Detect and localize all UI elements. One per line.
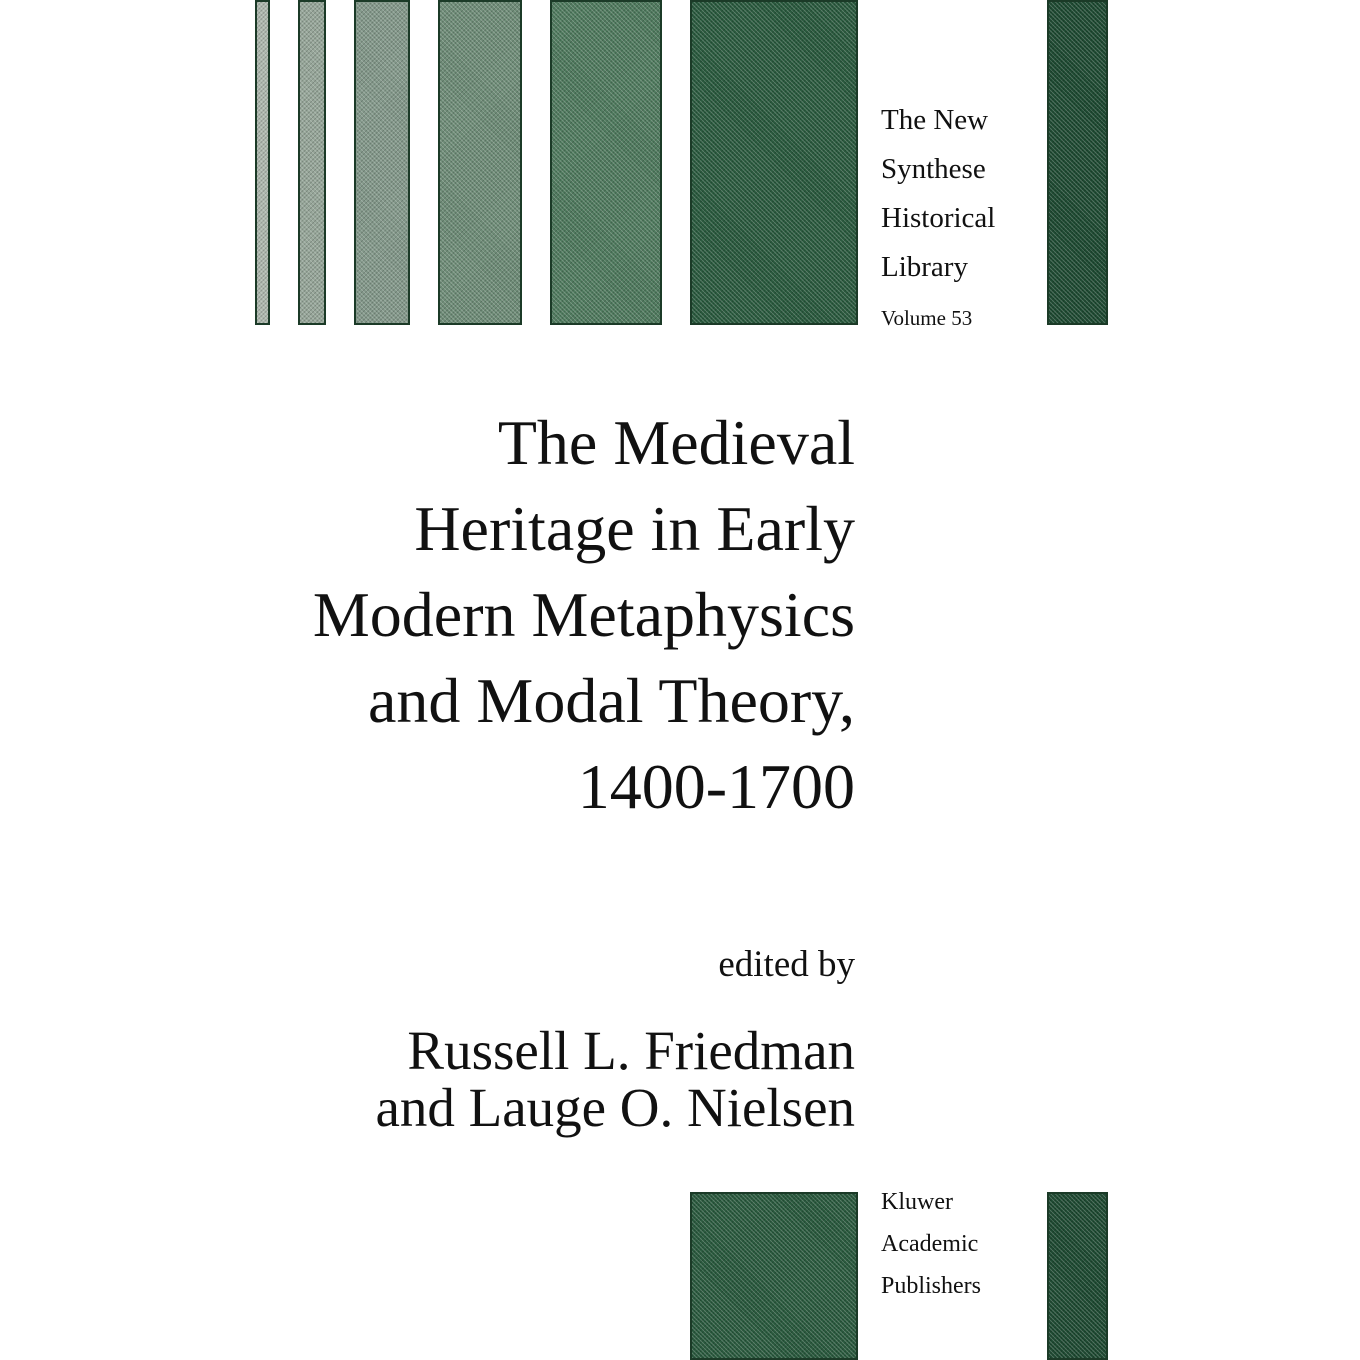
decorative-bar-8 [690, 1192, 858, 1360]
decorative-bar-4 [438, 0, 522, 325]
book-title [215, 400, 855, 830]
decorative-bar-5 [550, 0, 662, 325]
series-line-3: Historical [881, 202, 996, 234]
publisher-line-1: Kluwer [881, 1189, 953, 1215]
decorative-bar-2 [298, 0, 326, 325]
series-line-4: Library [881, 251, 968, 283]
publisher-name [881, 1181, 981, 1307]
publisher-line-3: Publishers [881, 1273, 982, 1299]
decorative-bar-1 [255, 0, 270, 325]
editor-line-2: and Lauge O. Nielsen [375, 1077, 855, 1138]
editor-names [375, 1022, 855, 1136]
title-line-3: Modern Metaphysics [312, 579, 855, 650]
decorative-bar-7 [1047, 0, 1108, 325]
editor-line-1: Russell L. Friedman [407, 1020, 855, 1081]
decorative-bar-6 [690, 0, 858, 325]
series-line-1: The New [881, 104, 989, 136]
edited-by-label: edited by [718, 944, 855, 985]
decorative-bar-9 [1047, 1192, 1108, 1360]
series-volume: Volume 53 [881, 306, 973, 330]
decorative-bar-3 [354, 0, 410, 325]
title-line-2: Heritage in Early [414, 493, 855, 564]
series-name [881, 96, 1041, 338]
series-line-2: Synthese [881, 153, 986, 185]
title-line-4: and Modal Theory, [368, 665, 855, 736]
title-line-1: The Medieval [497, 407, 855, 478]
title-line-5: 1400-1700 [577, 751, 855, 822]
publisher-line-2: Academic [881, 1231, 979, 1257]
